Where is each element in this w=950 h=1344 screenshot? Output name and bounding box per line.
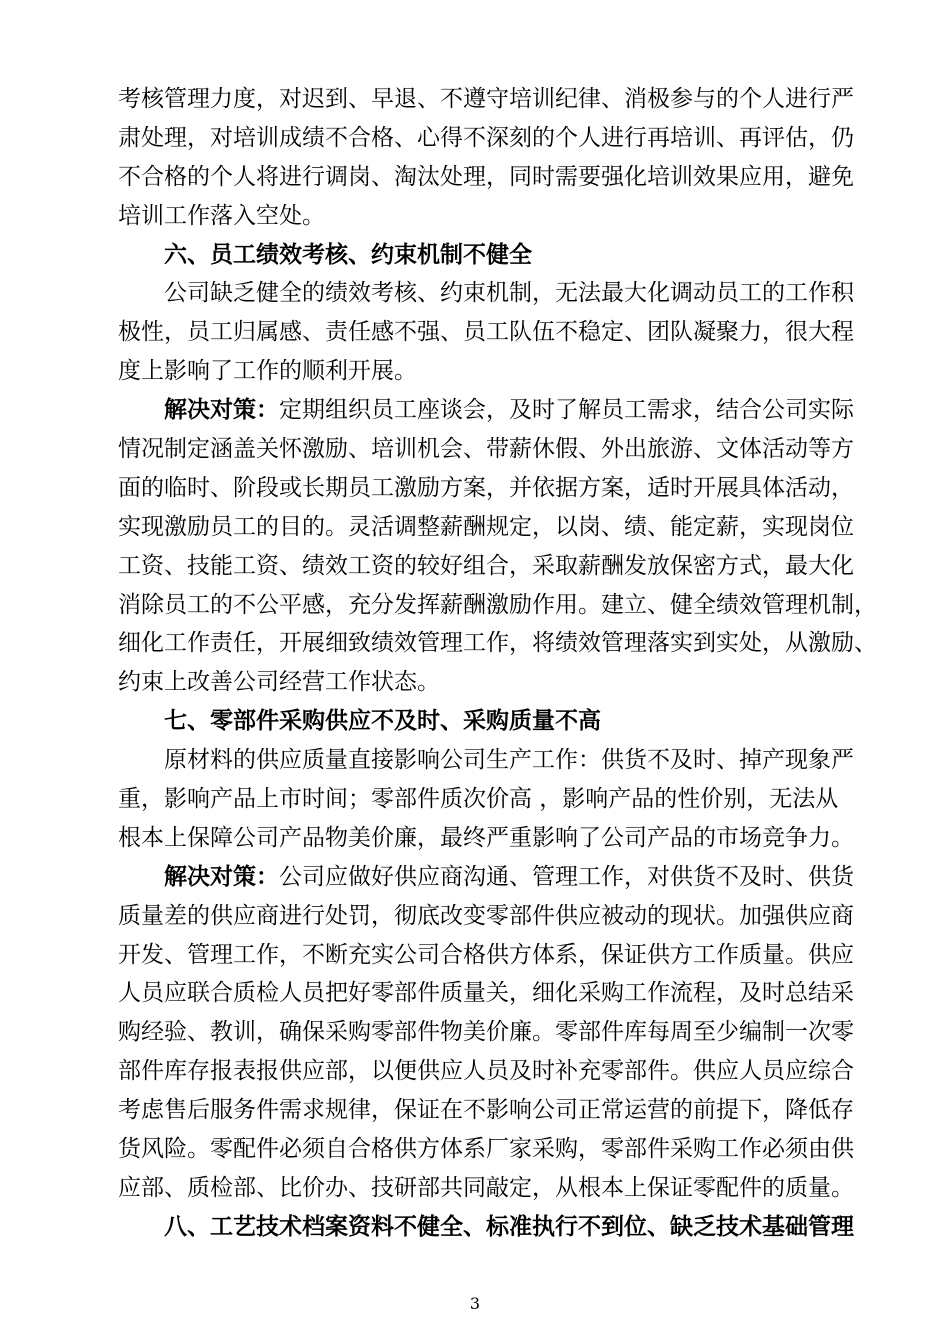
text-line: 情况制定涵盖关怀激励、培训机会、带薪休假、外出旅游、文体活动等方 [118, 436, 854, 463]
section-heading-7: 七、零部件采购供应不及时、采购质量不高 [164, 708, 601, 735]
document-body [118, 80, 877, 1247]
text-line: 考核管理力度，对迟到、早退、不遵守培训纪律、消极参与的个人进行严 [118, 86, 854, 112]
text-line: 消除员工的不公平感，充分发挥薪酬激励作用。建立、健全绩效管理机制， [118, 591, 877, 618]
text-line: 肃处理，对培训成绩不合格、心得不深刻的个人进行再培训、再评估，仍 [118, 124, 854, 151]
text-line: 购经验、教训，确保采购零部件物美价廉。零部件库每周至少编制一次零 [118, 1019, 854, 1046]
text-line: 部件库存报表报供应部，以便供应人员及时补充零部件。供应人员应综合 [118, 1058, 854, 1085]
text-line: 面的临时、阶段或长期员工激励方案，并依据方案，适时开展具体活动， [118, 474, 854, 501]
text-line: 原材料的供应质量直接影响公司生产工作：供货不及时、掉产现象严 [164, 747, 854, 774]
text-line: 人员应联合质检人员把好零部件质量关，细化采购工作流程，及时总结采 [118, 980, 854, 1007]
solution-label: 解决对策： [164, 863, 279, 890]
page-number: 3 [469, 1294, 481, 1313]
text-line: 公司缺乏健全的绩效考核、约束机制，无法最大化调动员工的工作积 [164, 280, 854, 307]
text-line: 细化工作责任，开展细致绩效管理工作，将绩效管理落实到实处，从激励、 [118, 630, 877, 657]
text-line: 货风险。零配件必须自合格供方体系厂家采购，零部件采购工作必须由供 [118, 1136, 854, 1163]
text-line: 质量差的供应商进行处罚，彻底改变零部件供应被动的现状。加强供应商 [118, 902, 854, 929]
paragraph-solution-6 [118, 391, 877, 702]
section-heading-6: 六、员工绩效考核、约束机制不健全 [164, 241, 532, 268]
text-line: 度上影响了工作的顺利开展。 [118, 358, 417, 385]
paragraph-problem-6 [118, 274, 854, 391]
text-line: 根本上保障公司产品物美价廉，最终严重影响了公司产品的市场竞争力。 [118, 824, 854, 851]
text-line: 约束上改善公司经营工作状态。 [118, 669, 440, 696]
text-line: 重，影响产品上市时间；零部件质次价高 ，影响产品的性价别，无法从 [118, 786, 839, 813]
section-heading-8: 八、工艺技术档案资料不健全、标准执行不到位、缺乏技术基础管理 [164, 1213, 854, 1240]
text-line: 开发、管理工作，不断充实公司合格供方体系，保证供方工作质量。供应 [118, 941, 854, 968]
text-line: 工资、技能工资、绩效工资的较好组合，采取薪酬发放保密方式，最大化 [118, 552, 854, 579]
text-line: 应部、质检部、比价办、技研部共同敲定，从根本上保证零配件的质量。 [118, 1174, 854, 1201]
text-line: 实现激励员工的目的。灵活调整薪酬规定，以岗、绩、能定薪，实现岗位 [118, 513, 854, 540]
text-fragment: 公司应做好供应商沟通、管理工作，对供货不及时、供货 [279, 863, 854, 890]
text-line: 不合格的个人将进行调岗、淘汰处理，同时需要强化培训效果应用，避免 [118, 163, 854, 190]
paragraph-solution-7 [118, 858, 854, 1208]
text-line [118, 391, 854, 430]
text-line: 培训工作落入空处。 [118, 202, 325, 229]
text-line: 考虑售后服务件需求规律，保证在不影响公司正常运营的前提下，降低存 [118, 1097, 854, 1124]
text-line [118, 858, 854, 897]
paragraph-training-assessment [118, 80, 854, 236]
text-fragment: 定期组织员工座谈会，及时了解员工需求，结合公司实际 [279, 397, 854, 424]
paragraph-problem-7 [118, 741, 854, 858]
text-line: 极性，员工归属感、责任感不强、员工队伍不稳定、团队凝聚力，很大程 [118, 319, 854, 346]
solution-label: 解决对策： [164, 397, 279, 424]
